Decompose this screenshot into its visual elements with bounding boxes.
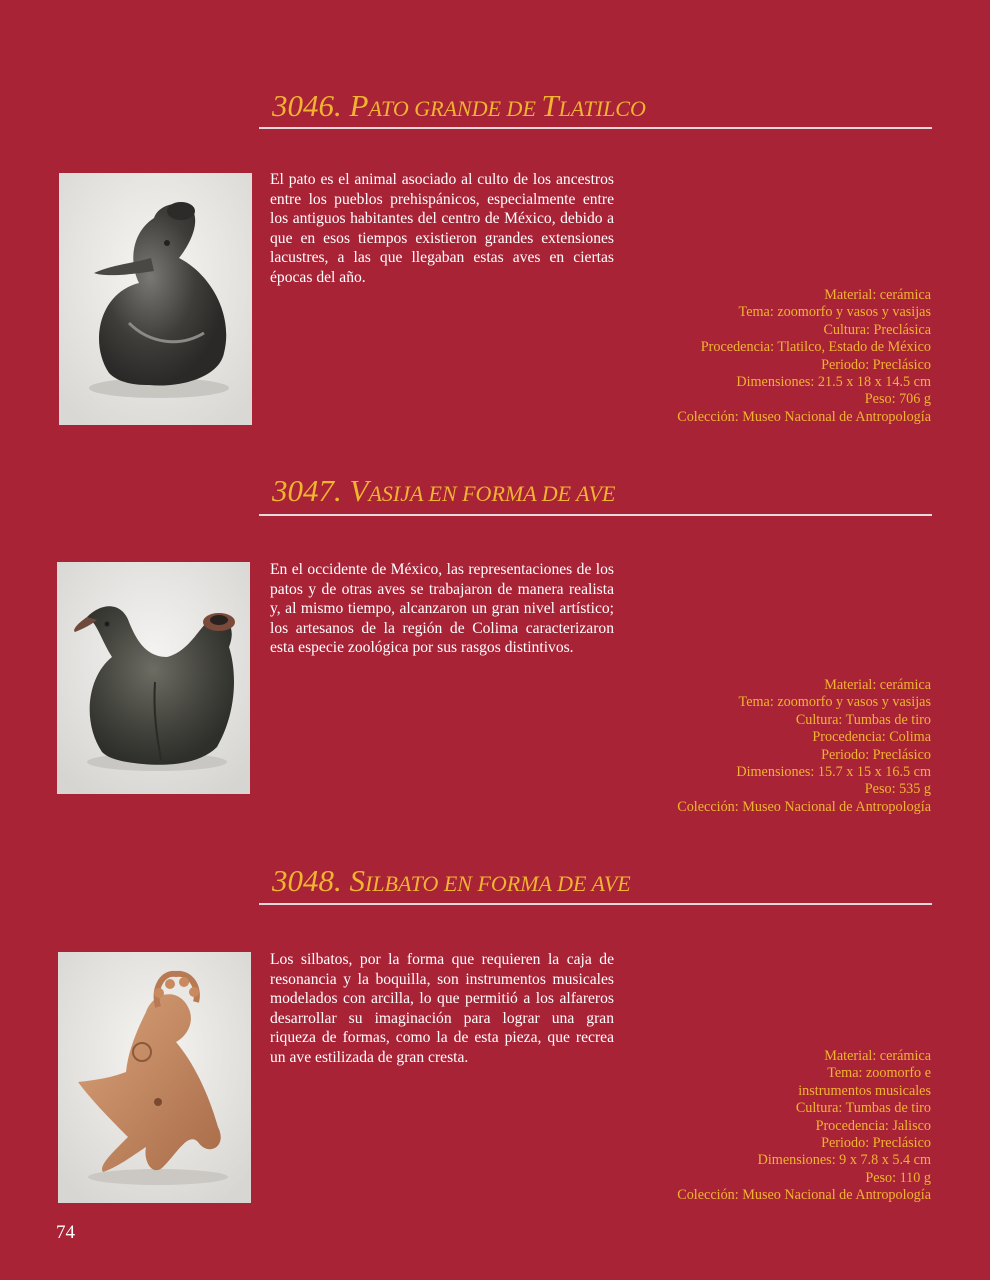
entry-description: El pato es el animal asociado al culto de los ancestros entre los pueblos prehispánicos, especialmente entre los antiguos habitantes del centro de México, debido a que en esos tiempos existieron grandes extensiones lacustres, a las que llegaban estas aves en ciertas épocas del año. [270, 171, 614, 286]
bird-whistle-photo [58, 952, 251, 1203]
entry-description: En el occidente de México, las representaciones de los patos y de otras aves se trabajaron de manera realista y, al mismo tiempo, alcanzaron un gran nivel artístico; los artesanos de la región de Colima caracterizaron esta especie zoológica por sus rasgos distintivos. [270, 561, 614, 656]
entry-metadata: Material: cerámica Tema: zoomorfo e instrumentos musicales Cultura: Tumbas de tiro Procedencia: Jalisco Periodo: Preclásico Dimensiones: 9 x 7.8 x 5.4 cm Peso: 110 g Colección: Museo Nacional de Antropología [677, 1048, 931, 1204]
duck-vessel-photo [59, 173, 252, 425]
entry-metadata: Material: cerámica Tema: zoomorfo y vasos y vasijas Cultura: Tumbas de tiro Procedencia: Colima Periodo: Preclásico Dimensiones: 15.7 x 15 x 16.5 cm Peso: 535 g Colección: Museo Nacional de Antropología [677, 677, 931, 815]
title-divider [259, 127, 932, 129]
entry-title: 3047. VASIJA EN FORMA DE AVE [272, 473, 616, 508]
page-number: 74 [56, 1222, 75, 1243]
entry-title: 3046. PATO GRANDE DE TLATILCO [272, 88, 646, 123]
title-divider [259, 903, 932, 905]
title-divider [259, 514, 932, 516]
entry-description: Los silbatos, por la forma que requieren la caja de resonancia y la boquilla, son instrumentos musicales modelados con arcilla, lo que permitió a los alfareros desarrollar su imaginación para lograr una gran riqueza de formas, como la de esta pieza, que recrea un ave estilizada de gran cresta. [270, 951, 614, 1066]
entry-title: 3048. SILBATO EN FORMA DE AVE [272, 863, 631, 898]
entry-metadata: Material: cerámica Tema: zoomorfo y vasos y vasijas Cultura: Preclásica Procedencia: Tlatilco, Estado de México Periodo: Preclásico Dimensiones: 21.5 x 18 x 14.5 cm Peso: 706 g Colección: Museo Nacional de Antropología [677, 287, 931, 425]
bird-vessel-photo [57, 562, 250, 794]
